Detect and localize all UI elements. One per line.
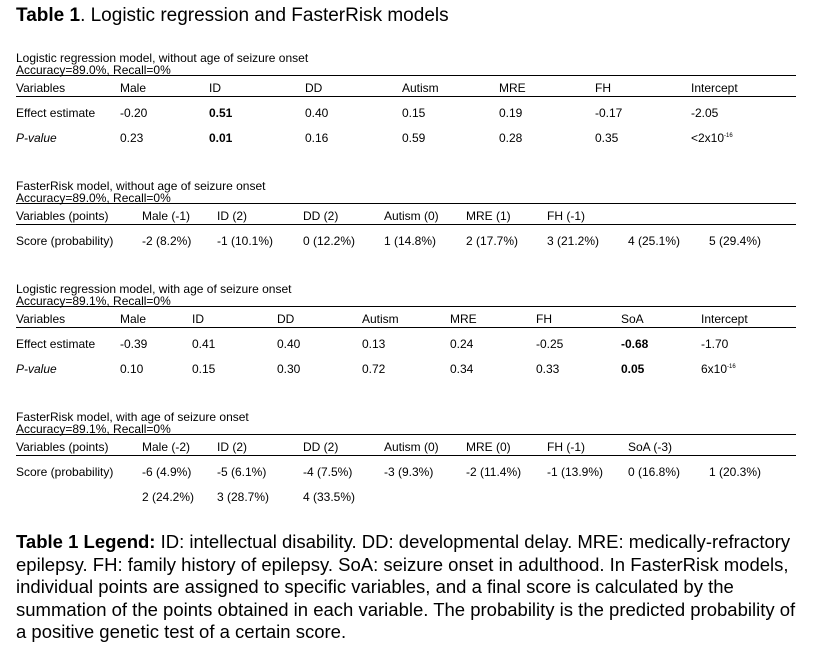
fr1-h-fh: FH (-1) [547, 209, 585, 223]
fr2-score-10: 3 (28.7%) [217, 490, 270, 504]
lr1-section [16, 51, 796, 145]
lr1-accuracy: Accuracy=89.0%, Recall=0% [16, 63, 171, 77]
table-title-text: . Logistic regression and FasterRisk models [80, 5, 449, 26]
fr2-header-rule [16, 434, 796, 435]
fr1-score-4: 1 (14.8%) [384, 234, 437, 248]
lr2-accuracy: Accuracy=89.1%, Recall=0% [16, 294, 171, 308]
lr1-pvalue-male: 0.23 [120, 131, 144, 145]
lr2-h-mre: MRE [450, 312, 477, 326]
lr1-h-mre: MRE [499, 81, 526, 95]
lr1-pvalue-autism: 0.59 [402, 131, 426, 145]
fr2-header-row [16, 440, 796, 454]
fr2-score-row [16, 465, 796, 479]
fr1-score-label: Score (probability) [16, 234, 114, 248]
lr2-effect-mre: 0.24 [450, 337, 474, 351]
lr1-h-variables: Variables [16, 81, 66, 95]
table-title-label: Table 1 [16, 5, 81, 26]
fr1-h-id: ID (2) [217, 209, 247, 223]
fr2-score-1: -6 (4.9%) [142, 465, 192, 479]
fr1-header-row [16, 209, 796, 223]
lr2-pvalue-soa: 0.05 [621, 362, 645, 376]
lr1-pvalue-dd: 0.16 [305, 131, 329, 145]
lr2-pvalue-row [16, 362, 796, 376]
fr2-h-dd: DD (2) [303, 440, 339, 454]
fr2-score-7: 0 (16.8%) [628, 465, 681, 479]
fr1-section [16, 179, 796, 248]
lr1-h-fh: FH [595, 81, 611, 95]
lr2-effect-dd: 0.40 [277, 337, 301, 351]
lr1-effect-id: 0.51 [209, 106, 233, 120]
lr1-pvalue-row [16, 131, 796, 145]
fr1-h-dd: DD (2) [303, 209, 339, 223]
lr1-effect-autism: 0.15 [402, 106, 426, 120]
lr2-pvalue-id: 0.15 [192, 362, 216, 376]
fr2-score-row-2 [16, 490, 796, 504]
lr2-pvalue-intercept-exp: -16 [727, 364, 736, 370]
lr1-pvalue-fh: 0.35 [595, 131, 619, 145]
legend-text: ID: intellectual disability. DD: developmental delay. MRE: medically-refractory epilepsy. FH: family history of epilepsy. SoA: seizure onset in adulthood. In FasterRisk models, individual points are assigned to specific variables, and a final score is calculated by the summation of the points obtained in each variable. The probability is the predicted probability of a positive genetic test of a certain score. [16, 531, 796, 642]
fr1-h-variables: Variables (points) [16, 209, 109, 223]
table-legend [16, 531, 806, 644]
fr2-h-id: ID (2) [217, 440, 247, 454]
lr1-effect-label: Effect estimate [16, 106, 96, 120]
lr2-heading: Logistic regression model, with age of seizure onset [16, 282, 292, 296]
lr2-h-soa: SoA [621, 312, 644, 326]
fr1-score-7: 4 (25.1%) [628, 234, 681, 248]
fr2-score-9: 2 (24.2%) [142, 490, 195, 504]
lr1-pvalue-label: P-value [16, 131, 57, 145]
lr1-header-rule [16, 75, 796, 76]
lr1-h-male: Male [120, 81, 147, 95]
lr2-header-rule [16, 306, 796, 307]
lr2-effect-male: -0.39 [120, 337, 148, 351]
lr2-pvalue-male: 0.10 [120, 362, 144, 376]
lr1-effect-mre: 0.19 [499, 106, 523, 120]
lr1-pvalue-intercept-base: <2x10 [691, 131, 725, 145]
fr2-section [16, 410, 796, 504]
lr2-effect-intercept: -1.70 [701, 337, 729, 351]
lr2-section [16, 282, 796, 376]
lr2-header-row [16, 312, 796, 326]
lr2-pvalue-intercept-base: 6x10 [701, 362, 728, 376]
fr1-score-2: -1 (10.1%) [217, 234, 274, 248]
lr2-h-intercept: Intercept [701, 312, 748, 326]
lr2-pvalue-mre: 0.34 [450, 362, 474, 376]
fr1-h-autism: Autism (0) [384, 209, 439, 223]
lr2-header-underline [16, 327, 796, 328]
table-title [16, 5, 449, 27]
fr1-accuracy: Accuracy=89.0%, Recall=0% [16, 191, 171, 205]
lr1-effect-dd: 0.40 [305, 106, 329, 120]
fr1-h-male: Male (-1) [142, 209, 191, 223]
lr2-pvalue-fh: 0.33 [536, 362, 560, 376]
fr2-score-8: 1 (20.3%) [709, 465, 762, 479]
fr1-header-rule [16, 203, 796, 204]
lr2-effect-label: Effect estimate [16, 337, 96, 351]
fr1-heading: FasterRisk model, without age of seizure onset [16, 179, 266, 193]
lr1-h-autism: Autism [402, 81, 439, 95]
lr1-effect-intercept: -2.05 [691, 106, 719, 120]
fr1-h-mre: MRE (1) [466, 209, 511, 223]
fr2-h-autism: Autism (0) [384, 440, 439, 454]
lr2-pvalue-dd: 0.30 [277, 362, 301, 376]
fr2-score-2: -5 (6.1%) [217, 465, 267, 479]
fr2-h-fh: FH (-1) [547, 440, 585, 454]
fr2-h-soa: SoA (-3) [628, 440, 673, 454]
fr1-header-underline [16, 224, 796, 225]
lr1-header-underline [16, 96, 796, 97]
fr2-accuracy: Accuracy=89.1%, Recall=0% [16, 422, 171, 436]
lr2-effect-id: 0.41 [192, 337, 216, 351]
lr1-heading: Logistic regression model, without age of seizure onset [16, 51, 309, 65]
lr2-h-fh: FH [536, 312, 552, 326]
fr2-header-underline [16, 455, 796, 456]
lr1-pvalue-id: 0.01 [209, 131, 233, 145]
lr2-effect-row [16, 337, 796, 351]
fr2-heading: FasterRisk model, with age of seizure onset [16, 410, 249, 424]
fr1-score-1: -2 (8.2%) [142, 234, 192, 248]
lr2-h-id: ID [192, 312, 204, 326]
lr2-h-dd: DD [277, 312, 295, 326]
lr2-effect-soa: -0.68 [621, 337, 649, 351]
lr2-effect-autism: 0.13 [362, 337, 386, 351]
lr2-pvalue-label: P-value [16, 362, 57, 376]
fr2-score-3: -4 (7.5%) [303, 465, 353, 479]
fr1-score-3: 0 (12.2%) [303, 234, 356, 248]
fr2-score-6: -1 (13.9%) [547, 465, 604, 479]
lr1-effect-fh: -0.17 [595, 106, 623, 120]
lr2-pvalue-autism: 0.72 [362, 362, 386, 376]
lr1-h-dd: DD [305, 81, 323, 95]
fr2-h-variables: Variables (points) [16, 440, 109, 454]
fr1-score-row [16, 234, 796, 248]
lr1-pvalue-intercept-exp: -16 [724, 133, 733, 139]
lr1-h-intercept: Intercept [691, 81, 738, 95]
lr1-effect-male: -0.20 [120, 106, 148, 120]
fr2-score-label: Score (probability) [16, 465, 114, 479]
fr2-score-11: 4 (33.5%) [303, 490, 356, 504]
lr2-effect-fh: -0.25 [536, 337, 564, 351]
fr2-score-5: -2 (11.4%) [466, 465, 522, 479]
lr1-effect-row [16, 106, 796, 120]
lr2-h-male: Male [120, 312, 147, 326]
fr2-h-mre: MRE (0) [466, 440, 511, 454]
fr2-score-4: -3 (9.3%) [384, 465, 434, 479]
lr2-pvalue-intercept [701, 362, 736, 376]
lr1-header-row [16, 81, 796, 95]
fr1-score-5: 2 (17.7%) [466, 234, 519, 248]
fr1-score-8: 5 (29.4%) [709, 234, 762, 248]
legend-label: Table 1 Legend: [16, 531, 156, 552]
lr1-h-id: ID [209, 81, 221, 95]
lr2-h-variables: Variables [16, 312, 66, 326]
fr2-h-male: Male (-2) [142, 440, 191, 454]
lr1-pvalue-mre: 0.28 [499, 131, 523, 145]
lr1-pvalue-intercept [691, 131, 733, 145]
fr1-score-6: 3 (21.2%) [547, 234, 600, 248]
lr2-h-autism: Autism [362, 312, 399, 326]
